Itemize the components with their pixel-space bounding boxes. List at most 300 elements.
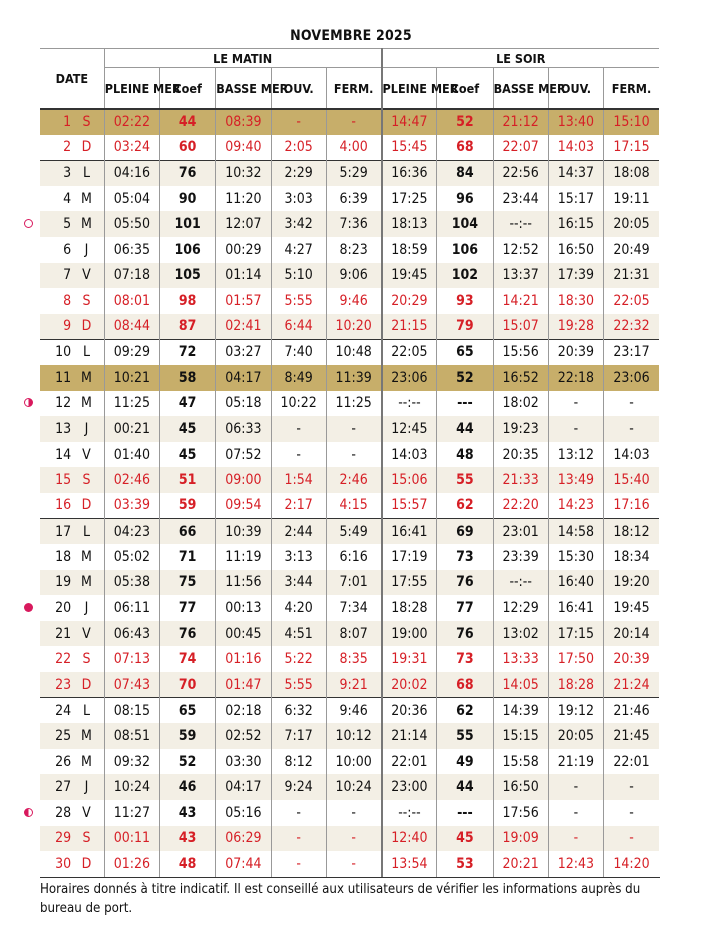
cell-ferm-soir: 23:06 [604, 365, 659, 391]
cell-basse-mer-soir: 22:07 [493, 135, 548, 161]
cell-pleine-mer-soir: 19:45 [382, 263, 437, 289]
cell-ferm-soir: - [604, 391, 659, 417]
cell-ouv-soir: 13:40 [548, 109, 603, 135]
cell-pleine-mer-soir: 15:57 [382, 493, 437, 519]
header-soir: LE SOIR [382, 49, 659, 68]
cell-pleine-mer-matin: 11:27 [104, 800, 159, 826]
cell-ouv-soir: 16:50 [548, 237, 603, 263]
weekday-letter: D [75, 135, 104, 161]
cell-ferm-soir: 14:20 [604, 851, 659, 877]
cell-coef-matin: 59 [160, 493, 216, 519]
cell-basse-mer-matin: 02:18 [216, 698, 271, 724]
day-number: 17 [40, 519, 75, 545]
table-row [40, 519, 659, 545]
day-number: 8 [40, 288, 75, 314]
cell-pleine-mer-soir: 15:45 [382, 135, 437, 161]
cell-basse-mer-matin: 00:13 [216, 595, 271, 621]
cell-pleine-mer-soir: 22:05 [382, 339, 437, 365]
cell-pleine-mer-matin: 11:25 [104, 391, 159, 417]
cell-pleine-mer-matin: 01:40 [104, 442, 159, 468]
table-row [40, 467, 659, 493]
cell-coef-soir: 76 [437, 621, 493, 647]
cell-coef-matin: 76 [160, 160, 216, 186]
cell-pleine-mer-soir: 17:55 [382, 570, 437, 596]
cell-basse-mer-soir: 21:12 [493, 109, 548, 135]
cell-coef-matin: 48 [160, 851, 216, 877]
cell-ferm-soir: 15:10 [604, 109, 659, 135]
cell-ouv-soir: 17:39 [548, 263, 603, 289]
weekday-letter: M [75, 211, 104, 237]
new-moon-icon [24, 219, 33, 228]
day-number: 29 [40, 826, 75, 852]
cell-basse-mer-matin: 06:29 [216, 826, 271, 852]
day-number: 23 [40, 672, 75, 698]
table-row [40, 237, 659, 263]
table-row [40, 135, 659, 161]
cell-coef-matin: 44 [160, 109, 216, 135]
weekday-letter: M [75, 723, 104, 749]
cell-ouv-soir: 16:15 [548, 211, 603, 237]
cell-pleine-mer-soir: 17:25 [382, 186, 437, 212]
cell-ferm-matin: 6:39 [326, 186, 381, 212]
weekday-letter: V [75, 800, 104, 826]
cell-basse-mer-matin: 01:57 [216, 288, 271, 314]
cell-ouv-soir: 18:28 [548, 672, 603, 698]
weekday-letter: S [75, 826, 104, 852]
cell-ferm-soir: 20:49 [604, 237, 659, 263]
day-number: 1 [40, 109, 75, 135]
cell-basse-mer-matin: 01:16 [216, 646, 271, 672]
cell-basse-mer-matin: 12:07 [216, 211, 271, 237]
day-number: 2 [40, 135, 75, 161]
header-basse-mer-matin: BASSE MER [216, 68, 271, 110]
cell-pleine-mer-matin: 05:02 [104, 544, 159, 570]
day-number: 14 [40, 442, 75, 468]
cell-basse-mer-soir: 19:23 [493, 416, 548, 442]
table-row [40, 672, 659, 698]
cell-coef-matin: 70 [160, 672, 216, 698]
cell-ouv-matin: - [271, 442, 326, 468]
cell-pleine-mer-matin: 02:22 [104, 109, 159, 135]
header-ferm-soir: FERM. [604, 68, 659, 110]
cell-pleine-mer-soir: --:-- [382, 800, 437, 826]
cell-ouv-soir: 19:28 [548, 314, 603, 340]
first-quarter-moon-icon [24, 398, 33, 407]
cell-ouv-matin: 7:40 [271, 339, 326, 365]
cell-pleine-mer-matin: 08:51 [104, 723, 159, 749]
cell-ferm-matin: - [326, 800, 381, 826]
cell-coef-matin: 58 [160, 365, 216, 391]
cell-ouv-matin: 5:10 [271, 263, 326, 289]
table-row [40, 365, 659, 391]
cell-ferm-soir: 21:45 [604, 723, 659, 749]
cell-ouv-matin: 3:03 [271, 186, 326, 212]
weekday-letter: V [75, 442, 104, 468]
cell-ferm-soir: 20:39 [604, 646, 659, 672]
cell-basse-mer-soir: 15:56 [493, 339, 548, 365]
cell-basse-mer-matin: 11:56 [216, 570, 271, 596]
cell-ferm-soir: 22:32 [604, 314, 659, 340]
weekday-letter: M [75, 391, 104, 417]
cell-ouv-soir: 15:17 [548, 186, 603, 212]
day-number: 6 [40, 237, 75, 263]
weekday-letter: D [75, 851, 104, 877]
cell-ferm-matin: 10:24 [326, 774, 381, 800]
day-number: 28 [40, 800, 75, 826]
table-row [40, 698, 659, 724]
cell-ouv-soir: 15:30 [548, 544, 603, 570]
cell-basse-mer-soir: 15:15 [493, 723, 548, 749]
cell-basse-mer-soir: 23:39 [493, 544, 548, 570]
cell-ferm-soir: - [604, 800, 659, 826]
cell-coef-soir: 48 [437, 442, 493, 468]
header-pleine-mer-soir: PLEINE MER [382, 68, 437, 110]
cell-ouv-matin: 5:55 [271, 288, 326, 314]
cell-basse-mer-matin: 09:54 [216, 493, 271, 519]
cell-coef-soir: 55 [437, 467, 493, 493]
weekday-letter: D [75, 493, 104, 519]
cell-coef-soir: 68 [437, 135, 493, 161]
cell-basse-mer-soir: 23:01 [493, 519, 548, 545]
weekday-letter: M [75, 570, 104, 596]
cell-ouv-matin: 8:12 [271, 749, 326, 775]
cell-coef-matin: 77 [160, 595, 216, 621]
cell-coef-soir: 96 [437, 186, 493, 212]
cell-basse-mer-matin: 04:17 [216, 774, 271, 800]
cell-ferm-matin: 10:20 [326, 314, 381, 340]
cell-ouv-soir: 14:58 [548, 519, 603, 545]
cell-ferm-matin: 5:29 [326, 160, 381, 186]
cell-ferm-matin: - [326, 109, 381, 135]
cell-coef-soir: 44 [437, 774, 493, 800]
cell-ferm-matin: 8:23 [326, 237, 381, 263]
cell-pleine-mer-matin: 06:43 [104, 621, 159, 647]
cell-ferm-matin: 2:46 [326, 467, 381, 493]
table-row [40, 186, 659, 212]
table-row [40, 774, 659, 800]
cell-ouv-soir: 19:12 [548, 698, 603, 724]
day-number: 12 [40, 391, 75, 417]
cell-ferm-soir: 21:31 [604, 263, 659, 289]
day-number: 27 [40, 774, 75, 800]
cell-basse-mer-soir: 20:21 [493, 851, 548, 877]
table-row [40, 416, 659, 442]
cell-pleine-mer-soir: 23:06 [382, 365, 437, 391]
cell-pleine-mer-matin: 05:38 [104, 570, 159, 596]
cell-pleine-mer-matin: 04:23 [104, 519, 159, 545]
cell-ferm-soir: 17:15 [604, 135, 659, 161]
day-number: 26 [40, 749, 75, 775]
cell-pleine-mer-soir: 22:01 [382, 749, 437, 775]
cell-coef-matin: 72 [160, 339, 216, 365]
cell-ferm-soir: - [604, 774, 659, 800]
cell-ouv-matin: 2:05 [271, 135, 326, 161]
cell-coef-soir: 79 [437, 314, 493, 340]
table-row [40, 211, 659, 237]
cell-coef-matin: 87 [160, 314, 216, 340]
cell-ouv-soir: 14:03 [548, 135, 603, 161]
cell-pleine-mer-soir: 19:31 [382, 646, 437, 672]
cell-basse-mer-matin: 03:27 [216, 339, 271, 365]
day-number: 25 [40, 723, 75, 749]
cell-basse-mer-matin: 01:14 [216, 263, 271, 289]
cell-ferm-matin: 4:15 [326, 493, 381, 519]
table-row [40, 544, 659, 570]
day-number: 18 [40, 544, 75, 570]
cell-pleine-mer-matin: 06:35 [104, 237, 159, 263]
cell-ouv-matin: 8:49 [271, 365, 326, 391]
cell-pleine-mer-matin: 08:44 [104, 314, 159, 340]
table-row [40, 749, 659, 775]
cell-coef-matin: 45 [160, 416, 216, 442]
table-row [40, 339, 659, 365]
cell-ouv-matin: 9:24 [271, 774, 326, 800]
cell-coef-soir: 84 [437, 160, 493, 186]
cell-coef-matin: 66 [160, 519, 216, 545]
cell-coef-matin: 101 [160, 211, 216, 237]
cell-pleine-mer-matin: 03:24 [104, 135, 159, 161]
weekday-letter: L [75, 339, 104, 365]
cell-basse-mer-matin: 06:33 [216, 416, 271, 442]
cell-ouv-matin: 2:17 [271, 493, 326, 519]
cell-ferm-soir: - [604, 826, 659, 852]
cell-coef-soir: 73 [437, 544, 493, 570]
cell-ferm-matin: - [326, 442, 381, 468]
cell-basse-mer-soir: 17:56 [493, 800, 548, 826]
cell-ouv-matin: 2:29 [271, 160, 326, 186]
cell-ferm-matin: 7:34 [326, 595, 381, 621]
cell-basse-mer-matin: 04:17 [216, 365, 271, 391]
weekday-letter: V [75, 621, 104, 647]
cell-ouv-soir: - [548, 774, 603, 800]
cell-pleine-mer-matin: 08:15 [104, 698, 159, 724]
weekday-letter: D [75, 672, 104, 698]
cell-ferm-matin: - [326, 826, 381, 852]
cell-coef-soir: 68 [437, 672, 493, 698]
cell-pleine-mer-soir: 23:00 [382, 774, 437, 800]
cell-coef-soir: 106 [437, 237, 493, 263]
cell-basse-mer-soir: 20:35 [493, 442, 548, 468]
day-number: 22 [40, 646, 75, 672]
footnote: Horaires donnés à titre indicatif. Il est conseillé aux utilisateurs de vérifier les informations auprès du bureau de port. [40, 877, 660, 918]
cell-pleine-mer-matin: 07:18 [104, 263, 159, 289]
day-number: 11 [40, 365, 75, 391]
day-number: 10 [40, 339, 75, 365]
cell-coef-soir: 65 [437, 339, 493, 365]
cell-ouv-matin: 4:51 [271, 621, 326, 647]
cell-coef-soir: 73 [437, 646, 493, 672]
cell-basse-mer-soir: 16:50 [493, 774, 548, 800]
table-row [40, 595, 659, 621]
cell-coef-matin: 98 [160, 288, 216, 314]
cell-pleine-mer-matin: 04:16 [104, 160, 159, 186]
header-matin: LE MATIN [104, 49, 381, 68]
cell-ferm-soir: 19:45 [604, 595, 659, 621]
cell-pleine-mer-soir: 19:00 [382, 621, 437, 647]
table-row [40, 391, 659, 417]
table-row [40, 621, 659, 647]
cell-pleine-mer-soir: 18:59 [382, 237, 437, 263]
header-ouv-soir: OUV. [548, 68, 603, 110]
cell-pleine-mer-soir: 13:54 [382, 851, 437, 877]
cell-coef-matin: 43 [160, 800, 216, 826]
cell-basse-mer-soir: 14:39 [493, 698, 548, 724]
weekday-letter: L [75, 698, 104, 724]
cell-ouv-matin: - [271, 826, 326, 852]
weekday-letter: S [75, 646, 104, 672]
cell-ouv-matin: 3:42 [271, 211, 326, 237]
cell-ouv-matin: - [271, 416, 326, 442]
cell-pleine-mer-matin: 10:24 [104, 774, 159, 800]
cell-pleine-mer-soir: 12:40 [382, 826, 437, 852]
cell-ouv-soir: 17:50 [548, 646, 603, 672]
cell-coef-matin: 71 [160, 544, 216, 570]
cell-basse-mer-soir: 19:09 [493, 826, 548, 852]
day-number: 24 [40, 698, 75, 724]
cell-basse-mer-matin: 09:00 [216, 467, 271, 493]
cell-basse-mer-matin: 09:40 [216, 135, 271, 161]
cell-basse-mer-soir: 18:02 [493, 391, 548, 417]
day-number: 21 [40, 621, 75, 647]
cell-basse-mer-matin: 05:18 [216, 391, 271, 417]
cell-ferm-soir: 22:01 [604, 749, 659, 775]
cell-coef-matin: 90 [160, 186, 216, 212]
cell-ferm-soir: 23:17 [604, 339, 659, 365]
cell-ouv-soir: 13:12 [548, 442, 603, 468]
cell-coef-matin: 75 [160, 570, 216, 596]
table-row [40, 288, 659, 314]
cell-ferm-soir: 17:16 [604, 493, 659, 519]
cell-basse-mer-soir: 22:56 [493, 160, 548, 186]
cell-ouv-matin: 10:22 [271, 391, 326, 417]
cell-ferm-matin: 7:01 [326, 570, 381, 596]
cell-ferm-soir: 18:34 [604, 544, 659, 570]
weekday-letter: D [75, 314, 104, 340]
day-number: 7 [40, 263, 75, 289]
cell-pleine-mer-soir: 18:13 [382, 211, 437, 237]
cell-coef-soir: 76 [437, 570, 493, 596]
cell-ouv-matin: 2:44 [271, 519, 326, 545]
cell-ferm-soir: 21:24 [604, 672, 659, 698]
page-title: NOVEMBRE 2025 [290, 28, 412, 44]
cell-ouv-soir: - [548, 826, 603, 852]
cell-ouv-matin: 4:20 [271, 595, 326, 621]
cell-basse-mer-matin: 10:32 [216, 160, 271, 186]
cell-coef-matin: 51 [160, 467, 216, 493]
cell-basse-mer-soir: --:-- [493, 570, 548, 596]
cell-coef-soir: 52 [437, 109, 493, 135]
day-number: 16 [40, 493, 75, 519]
cell-ferm-matin: 8:07 [326, 621, 381, 647]
cell-ferm-matin: - [326, 851, 381, 877]
table-row [40, 263, 659, 289]
table-row [40, 109, 659, 135]
tide-table [40, 48, 659, 877]
cell-ouv-matin: 3:44 [271, 570, 326, 596]
table-row [40, 493, 659, 519]
cell-pleine-mer-soir: 21:15 [382, 314, 437, 340]
cell-pleine-mer-matin: 05:50 [104, 211, 159, 237]
cell-coef-soir: 55 [437, 723, 493, 749]
cell-ouv-matin: 6:44 [271, 314, 326, 340]
cell-pleine-mer-soir: 21:14 [382, 723, 437, 749]
cell-pleine-mer-matin: 08:01 [104, 288, 159, 314]
cell-ferm-matin: 10:12 [326, 723, 381, 749]
cell-basse-mer-soir: 21:33 [493, 467, 548, 493]
cell-basse-mer-soir: 15:58 [493, 749, 548, 775]
cell-coef-matin: 76 [160, 621, 216, 647]
cell-coef-matin: 59 [160, 723, 216, 749]
cell-ouv-soir: - [548, 391, 603, 417]
cell-pleine-mer-matin: 09:32 [104, 749, 159, 775]
cell-pleine-mer-soir: 20:29 [382, 288, 437, 314]
cell-coef-soir: 53 [437, 851, 493, 877]
cell-ouv-matin: - [271, 109, 326, 135]
cell-basse-mer-matin: 01:47 [216, 672, 271, 698]
cell-pleine-mer-matin: 02:46 [104, 467, 159, 493]
header-date: DATE [40, 49, 104, 110]
cell-basse-mer-matin: 07:44 [216, 851, 271, 877]
cell-coef-matin: 74 [160, 646, 216, 672]
cell-ferm-matin: 9:46 [326, 698, 381, 724]
cell-ouv-soir: 20:05 [548, 723, 603, 749]
weekday-letter: J [75, 774, 104, 800]
cell-coef-soir: 62 [437, 698, 493, 724]
cell-ouv-matin: 4:27 [271, 237, 326, 263]
cell-ouv-soir: 16:40 [548, 570, 603, 596]
cell-pleine-mer-soir: 16:41 [382, 519, 437, 545]
cell-ferm-soir: 19:20 [604, 570, 659, 596]
cell-ouv-soir: - [548, 416, 603, 442]
table-row [40, 723, 659, 749]
day-number: 5 [40, 211, 75, 237]
table-row [40, 646, 659, 672]
cell-basse-mer-matin: 03:30 [216, 749, 271, 775]
cell-pleine-mer-soir: 15:06 [382, 467, 437, 493]
cell-basse-mer-matin: 02:41 [216, 314, 271, 340]
cell-basse-mer-matin: 11:19 [216, 544, 271, 570]
cell-ferm-matin: 9:21 [326, 672, 381, 698]
day-number: 30 [40, 851, 75, 877]
cell-basse-mer-matin: 00:29 [216, 237, 271, 263]
cell-ouv-matin: 1:54 [271, 467, 326, 493]
cell-pleine-mer-matin: 05:04 [104, 186, 159, 212]
cell-pleine-mer-soir: 12:45 [382, 416, 437, 442]
header-pleine-mer-matin: PLEINE MER [104, 68, 159, 110]
cell-pleine-mer-matin: 07:43 [104, 672, 159, 698]
cell-basse-mer-soir: 13:33 [493, 646, 548, 672]
cell-ferm-soir: 22:05 [604, 288, 659, 314]
cell-coef-matin: 47 [160, 391, 216, 417]
weekday-letter: S [75, 109, 104, 135]
cell-pleine-mer-matin: 00:11 [104, 826, 159, 852]
cell-ferm-matin: 7:36 [326, 211, 381, 237]
cell-coef-soir: 45 [437, 826, 493, 852]
cell-pleine-mer-soir: 20:36 [382, 698, 437, 724]
cell-basse-mer-soir: 16:52 [493, 365, 548, 391]
cell-coef-soir: 77 [437, 595, 493, 621]
weekday-letter: S [75, 288, 104, 314]
cell-basse-mer-matin: 05:16 [216, 800, 271, 826]
cell-basse-mer-soir: 15:07 [493, 314, 548, 340]
weekday-letter: S [75, 467, 104, 493]
cell-pleine-mer-matin: 01:26 [104, 851, 159, 877]
cell-pleine-mer-soir: --:-- [382, 391, 437, 417]
table-row [40, 314, 659, 340]
day-number: 13 [40, 416, 75, 442]
cell-ouv-soir: 13:49 [548, 467, 603, 493]
header-ouv-matin: OUV. [271, 68, 326, 110]
